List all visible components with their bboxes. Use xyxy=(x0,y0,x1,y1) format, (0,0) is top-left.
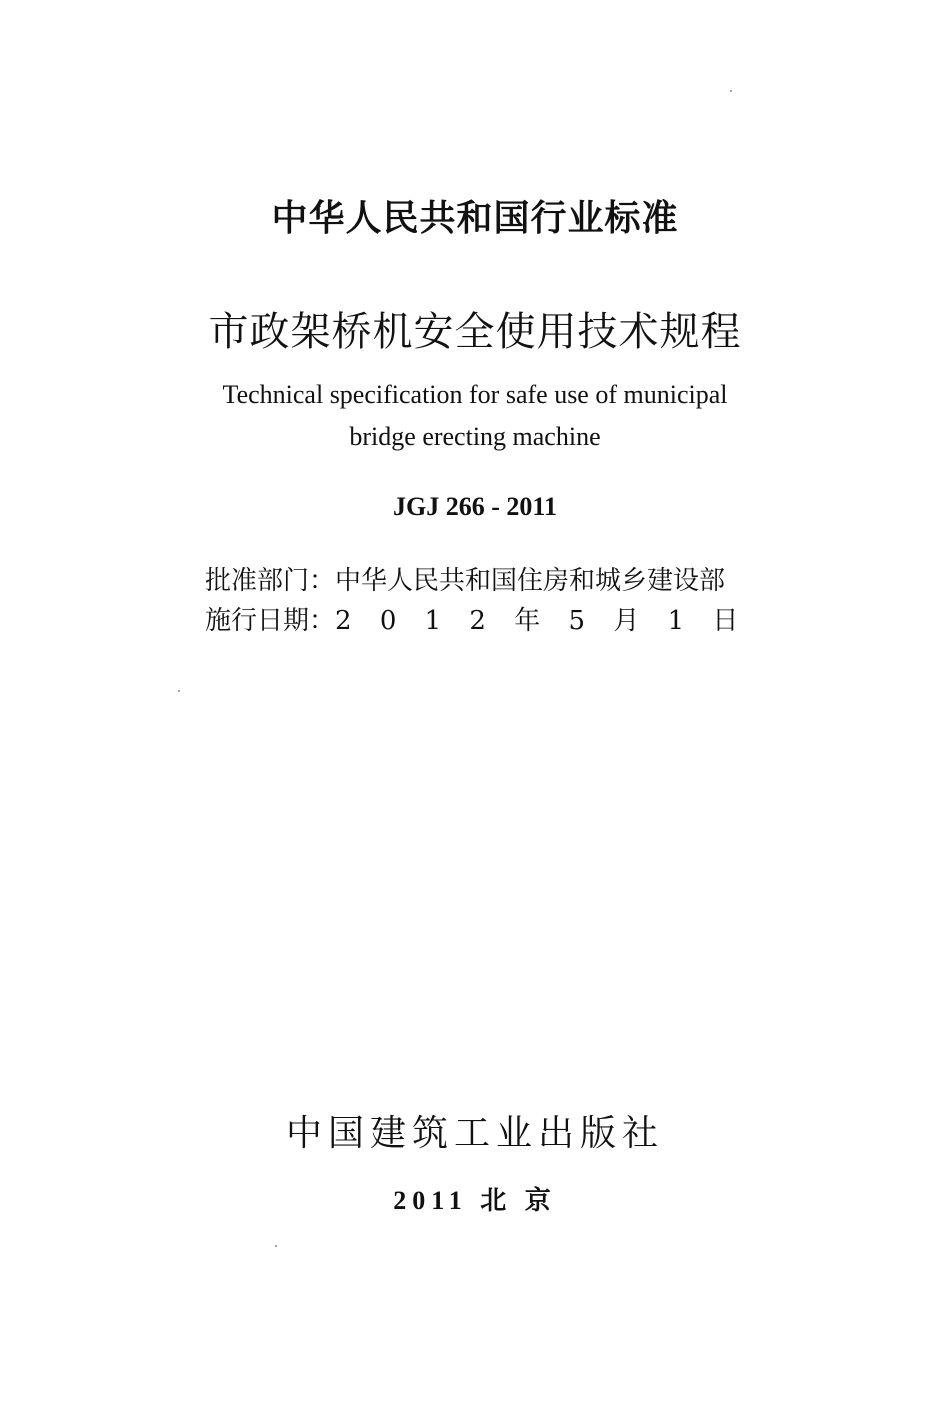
title-english-line-1: Technical specification for safe use of municipal xyxy=(222,380,728,409)
publication-place-year: 2011 北 京 xyxy=(393,1186,557,1215)
effective-date-value: 2 0 1 2 年 5 月 1 日 xyxy=(335,606,749,636)
approval-value: 中华人民共和国住房和城乡建设部 xyxy=(335,566,726,596)
effective-date-label: 施行日期： xyxy=(205,606,336,636)
publisher: 中国建筑工业出版社 xyxy=(285,1113,664,1154)
scan-speck xyxy=(275,1245,277,1247)
scan-speck xyxy=(730,90,732,92)
standard-code: JGJ 266 - 2011 xyxy=(393,492,557,521)
approval-label: 批准部门： xyxy=(205,566,336,596)
title-english-line-2: bridge erecting machine xyxy=(349,422,601,451)
standard-classification: 中华人民共和国行业标准 xyxy=(271,198,679,239)
title-chinese: 市政架桥机安全使用技术规程 xyxy=(208,309,742,355)
effective-date-row xyxy=(205,600,748,637)
approval-row xyxy=(205,560,725,597)
scan-speck xyxy=(178,690,180,692)
